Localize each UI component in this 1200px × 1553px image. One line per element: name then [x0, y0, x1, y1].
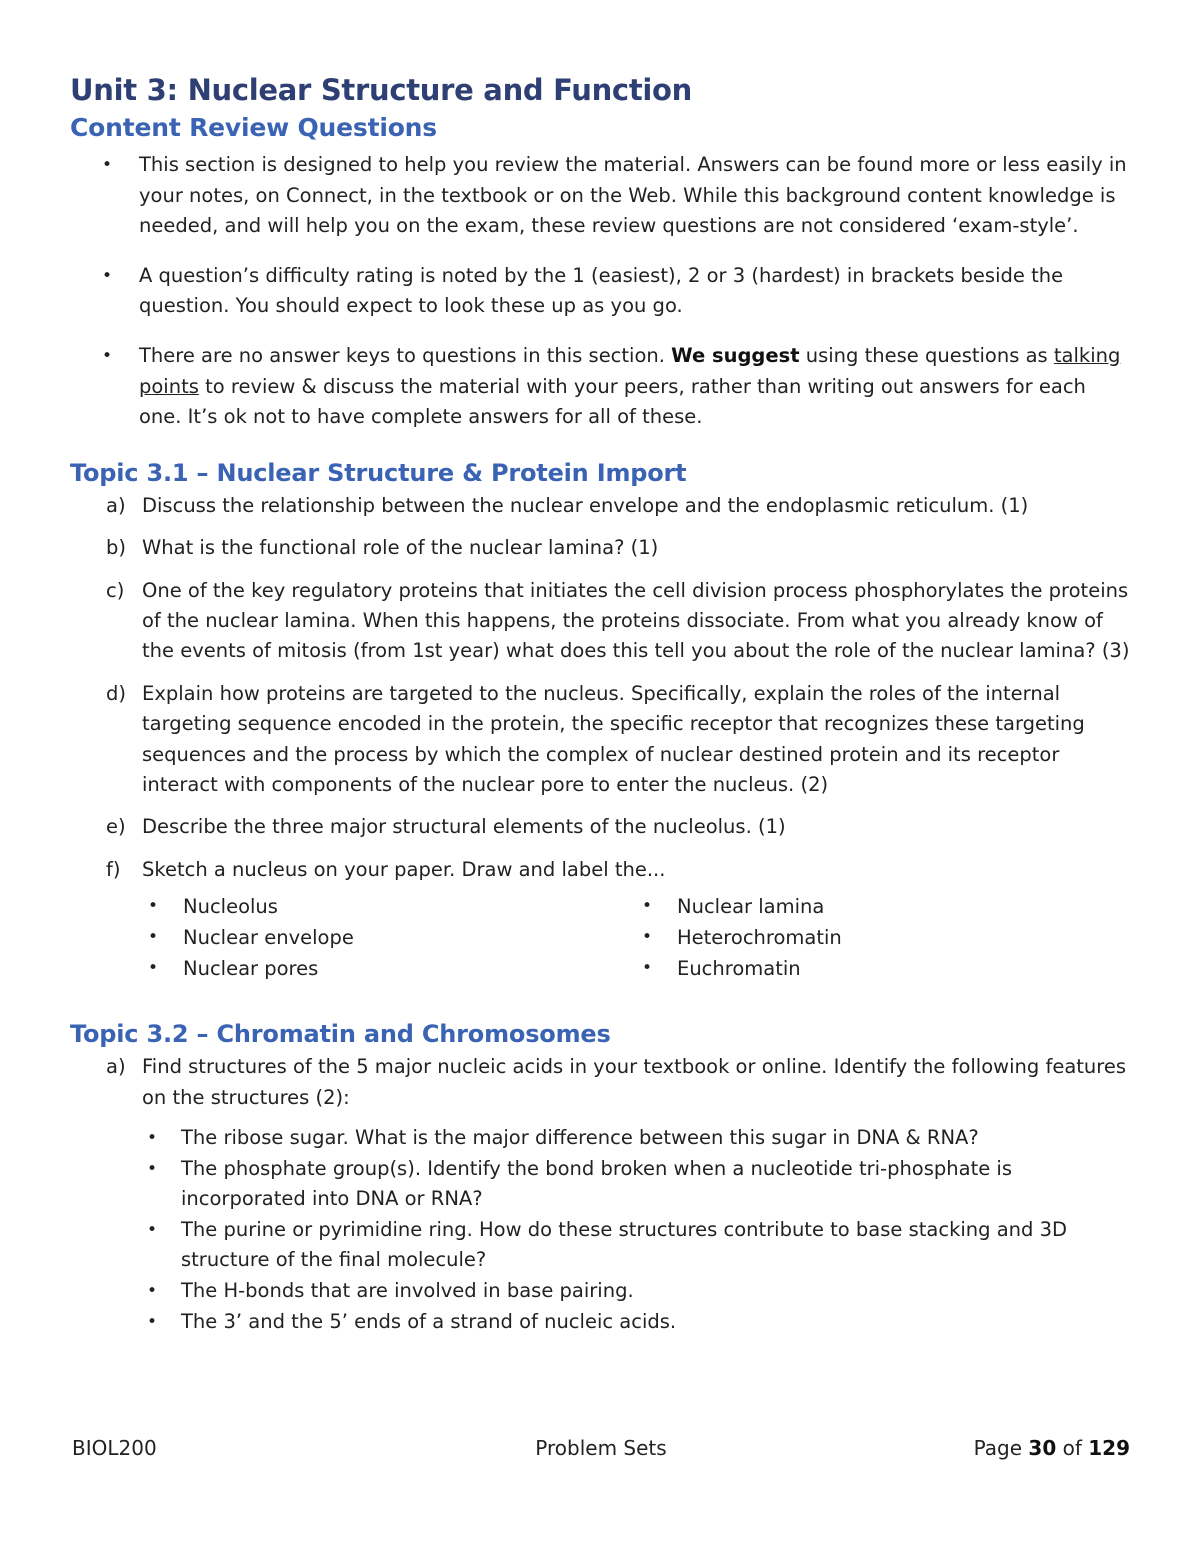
sketch-item: • Euchromatin	[636, 953, 1130, 984]
topic-3-2-heading: Topic 3.2 – Chromatin and Chromosomes	[70, 1020, 611, 1049]
question-label: e)	[106, 815, 126, 839]
sketch-item: • Heterochromatin	[636, 922, 1130, 953]
question-text: Explain how proteins are targeted to the nucleus. Specifically, explain the roles of the internal targeting sequence encoded in the protein, the specific receptor that recognizes these targeting sequences and the process by which the complex of nuclear destined protein and its receptor interact with components of the nuclear pore to enter the nucleus. (2)	[142, 681, 1085, 796]
question-text: Sketch a nucleus on your paper. Draw and label the...	[142, 857, 666, 881]
question-text: Discuss the relationship between the nuclear envelope and the endoplasmic reticulum. (1)	[142, 493, 1029, 517]
topic-3-2-questions	[70, 1052, 1130, 1337]
review-heading: Content Review Questions	[70, 113, 437, 142]
page-current: 30	[1028, 1436, 1057, 1460]
review-bullet: • A question’s difficulty rating is noted by the 1 (easiest), 2 or 3 (hardest) in brackets beside the question. You should expect to look these up as you go.	[70, 261, 1130, 322]
question-item	[70, 576, 1130, 667]
question-text: One of the key regulatory proteins that initiates the cell division process phosphorylates the proteins of the nuclear lamina. When this happens, the proteins dissociate. From what you already know of the events of mitosis (from 1st year) what does this tell you about the role of the nuclear lamina? (3)	[142, 578, 1130, 663]
question-item	[70, 855, 1130, 984]
question-item	[70, 491, 1130, 521]
question-text: Describe the three major structural elements of the nucleolus. (1)	[142, 815, 786, 839]
underlined-text: talking points	[139, 343, 1121, 398]
question-label: b)	[106, 536, 126, 560]
footer-title: Problem Sets	[535, 1436, 667, 1460]
footer-course: BIOL200	[72, 1436, 157, 1460]
feature-item: • The purine or pyrimidine ring. How do these structures contribute to base stacking and 3D structure of the final molecule?	[142, 1215, 1130, 1276]
review-bullet: • This section is designed to help you review the material. Answers can be found more or less easily in your notes, on Connect, in the textbook or on the Web. While this background content knowledge is needed, and will help you on the exam, these review questions are not considered ‘exam-style’.	[70, 150, 1130, 242]
sketch-item: • Nuclear envelope	[142, 922, 636, 953]
feature-item: • The 3’ and the 5’ ends of a strand of nucleic acids.	[142, 1307, 1130, 1338]
question-text: What is the functional role of the nuclear lamina? (1)	[142, 536, 659, 560]
emphasis-text: We suggest	[671, 343, 800, 367]
question-label: a)	[106, 1055, 126, 1079]
sketch-item: • Nuclear pores	[142, 953, 636, 984]
unit-title: Unit 3: Nuclear Structure and Function	[70, 73, 692, 107]
question-item	[70, 1052, 1130, 1337]
question-label: d)	[106, 681, 126, 705]
review-bullet-text: There are no answer keys to questions in this section.	[139, 343, 672, 367]
feature-item: • The H-bonds that are involved in base pairing.	[142, 1276, 1130, 1307]
review-bullet-list	[70, 150, 1130, 433]
question-text: Find structures of the 5 major nucleic acids in your textbook or online. Identify the following features on the structures (2):	[142, 1055, 1127, 1109]
page-prefix: Page	[973, 1436, 1029, 1460]
question-label: f)	[106, 857, 121, 881]
question-label: c)	[106, 578, 125, 602]
page-footer	[72, 1434, 1130, 1462]
review-bullet-text: to review & discuss the material with your peers, rather than writing out answers for each one. It’s ok not to have complete answers for all of these.	[139, 374, 1086, 429]
page-total: 129	[1088, 1436, 1130, 1460]
topic-3-1-questions	[70, 491, 1130, 984]
sketch-item: • Nucleolus	[142, 891, 636, 922]
question-item	[70, 812, 1130, 842]
sketch-list-left	[142, 891, 636, 984]
feature-list	[142, 1123, 1130, 1337]
document-page	[70, 66, 1130, 1349]
question-label: a)	[106, 493, 126, 517]
sketch-label-columns	[142, 891, 1130, 984]
question-item	[70, 533, 1130, 563]
sketch-item: • Nuclear lamina	[636, 891, 1130, 922]
feature-item: • The phosphate group(s). Identify the bond broken when a nucleotide tri-phosphate is incorporated into DNA or RNA?	[142, 1154, 1130, 1215]
review-bullet	[70, 341, 1130, 433]
question-item	[70, 679, 1130, 801]
feature-item: • The ribose sugar. What is the major difference between this sugar in DNA & RNA?	[142, 1123, 1130, 1154]
topic-3-1-heading: Topic 3.1 – Nuclear Structure & Protein Import	[70, 458, 687, 487]
page-of: of	[1056, 1436, 1089, 1460]
sketch-list-right	[636, 891, 1130, 984]
review-bullet-text: using these questions as	[799, 343, 1054, 367]
